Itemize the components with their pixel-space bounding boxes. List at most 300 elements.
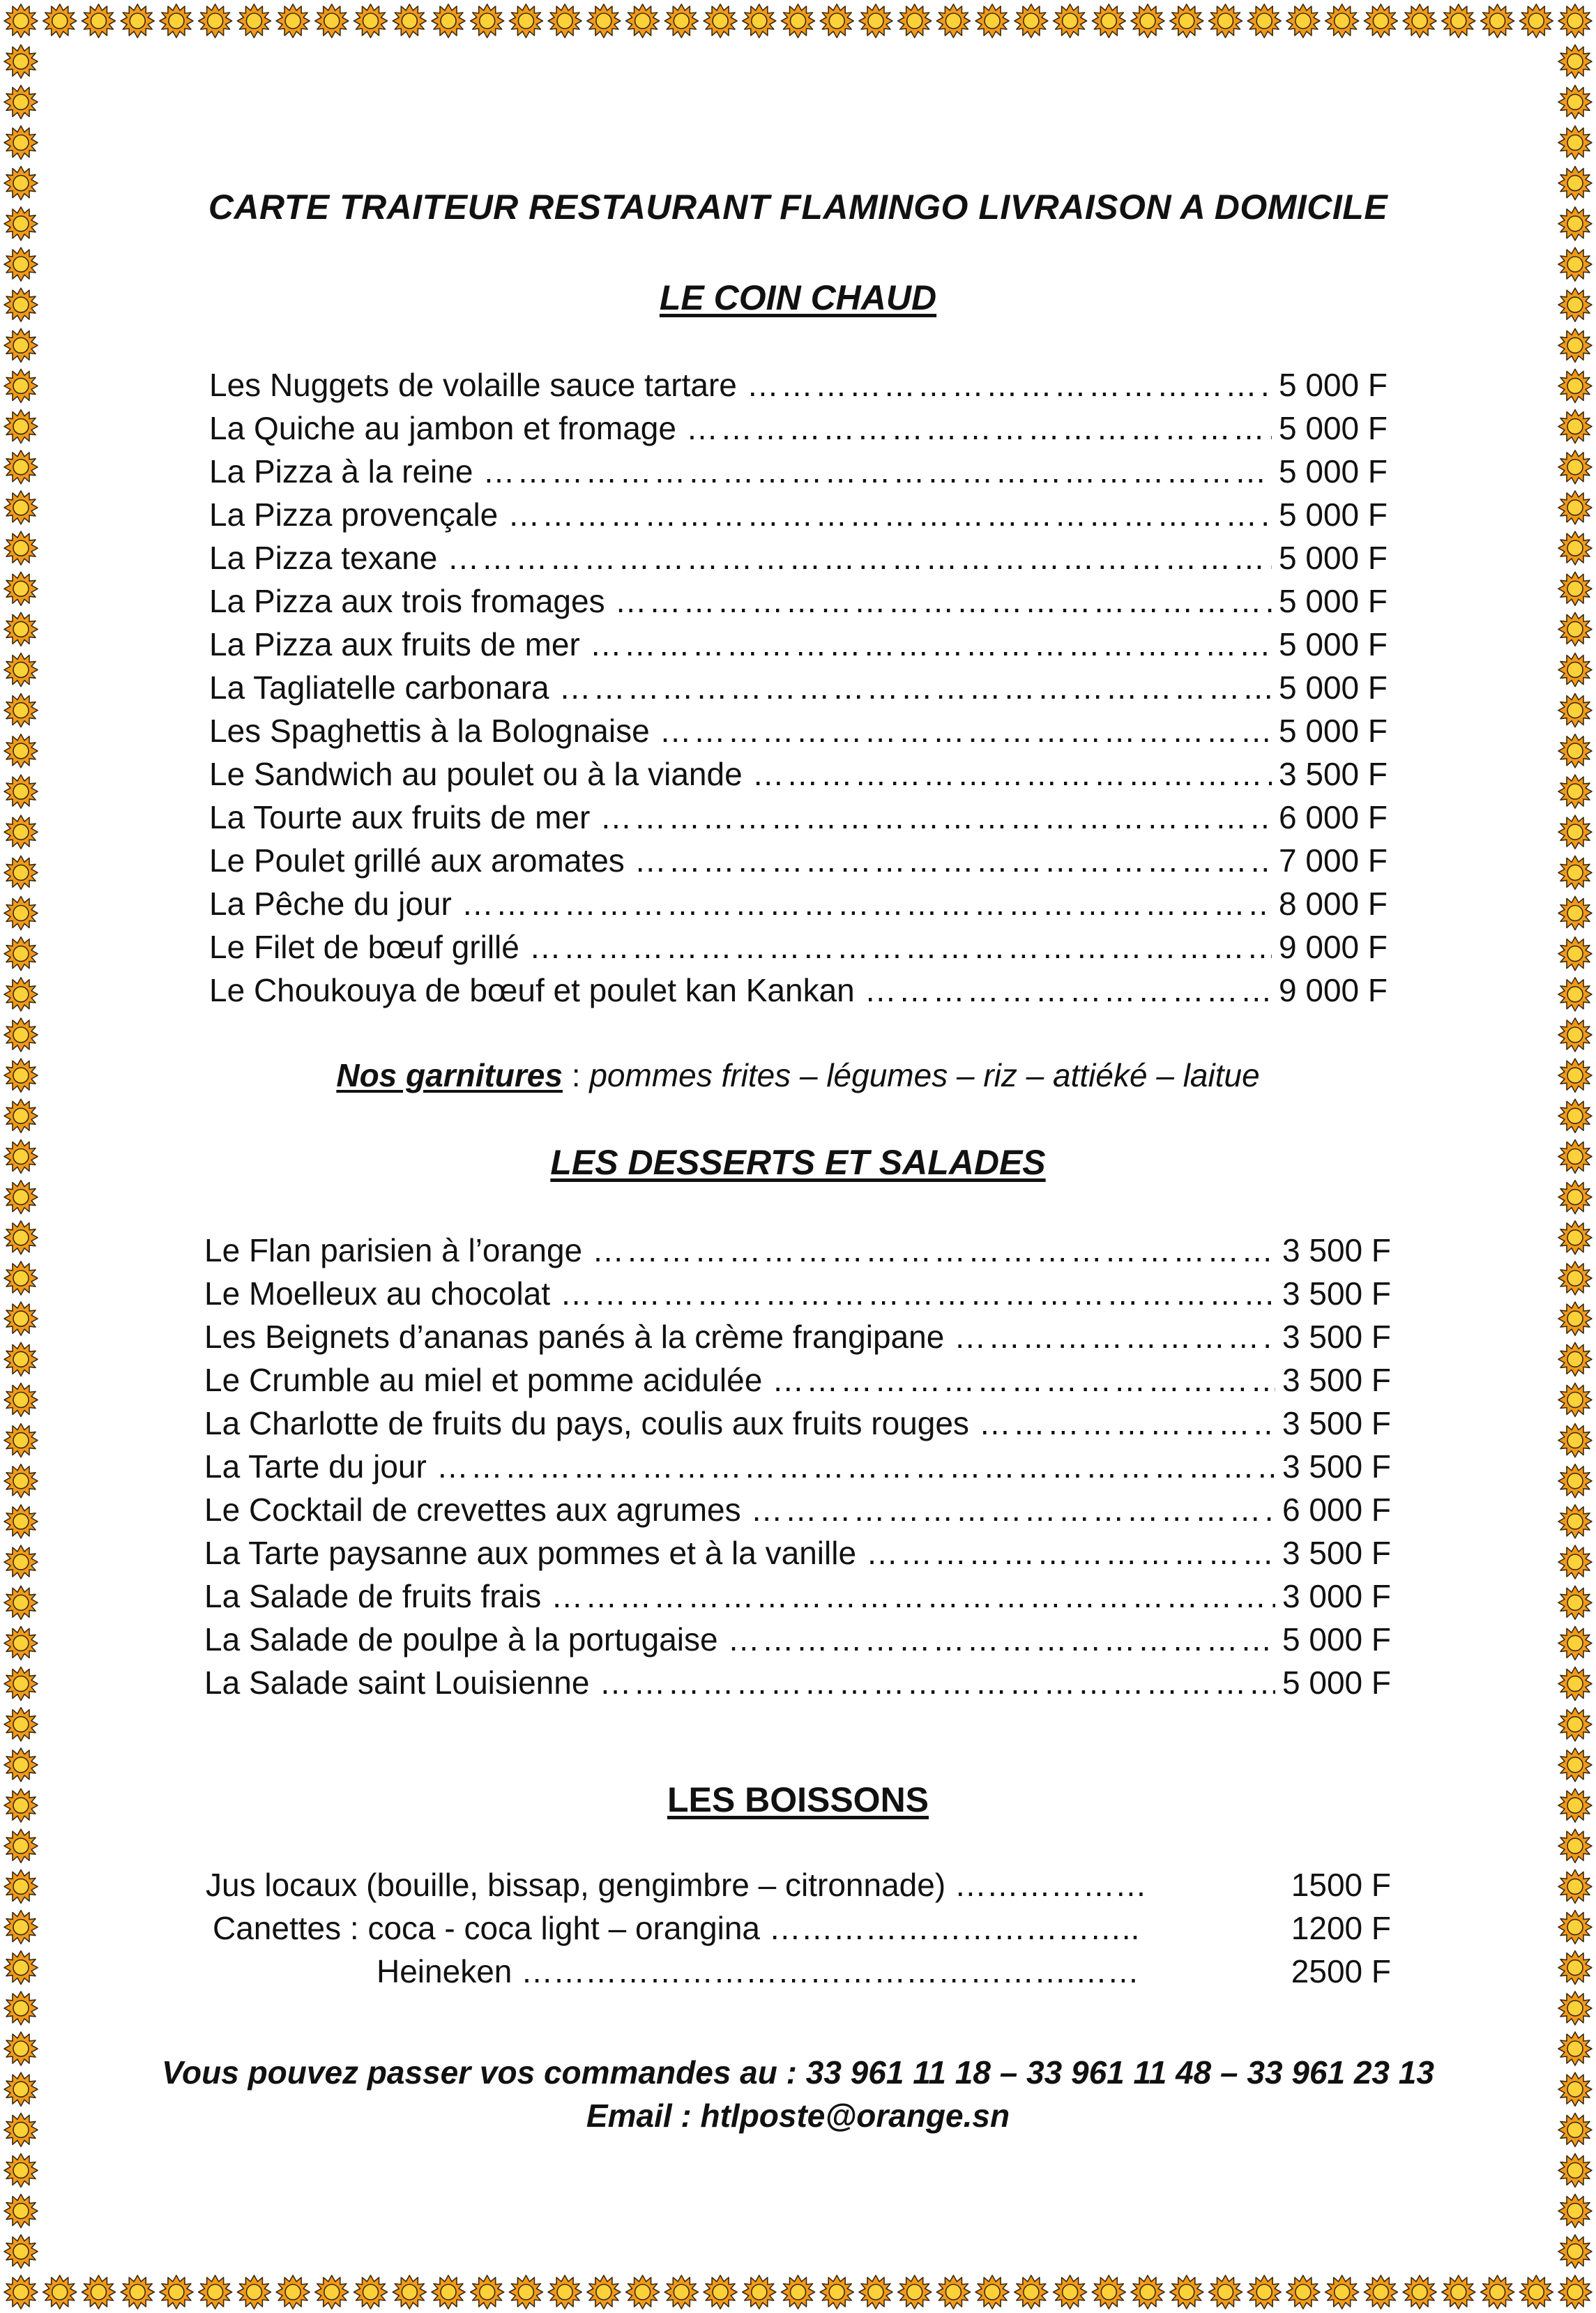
sun-icon <box>4 1383 38 1417</box>
sun-icon <box>4 450 38 484</box>
heading-boissons: LES BOISSONS <box>667 1780 929 1819</box>
sun-icon <box>664 2275 698 2309</box>
sun-icon <box>1558 1018 1592 1052</box>
sun-icon <box>1558 815 1592 849</box>
sun-icon <box>4 694 38 727</box>
sun-icon <box>548 2275 582 2309</box>
sun-icon <box>975 4 1009 38</box>
sun-icon <box>1054 2275 1087 2309</box>
footer-phones: Vous pouvez passer vos commandes au : 33 961 11 18 – 33 961 11 48 – 33 961 23 13 <box>162 2054 1434 2091</box>
sun-icon <box>354 2275 388 2309</box>
menu-item-leader <box>728 1618 1275 1661</box>
menu-item-price: 3 500 F <box>1282 1319 1391 1355</box>
menu-item-leader <box>865 969 1272 1012</box>
menu-item-name: La Salade saint Louisienne <box>204 1664 590 1701</box>
sun-icon <box>1558 1951 1592 1985</box>
sun-icon <box>509 2275 542 2309</box>
menu-item <box>209 407 1388 450</box>
sun-icon <box>1558 1626 1592 1660</box>
sun-icon <box>587 4 621 38</box>
sun-icon <box>4 4 38 38</box>
sun-icon <box>4 1911 38 1944</box>
menu-item-price: 6 000 F <box>1279 799 1388 835</box>
menu-item-price: 5 000 F <box>1282 1664 1391 1701</box>
sun-icon <box>4 856 38 889</box>
menu-item-leader <box>462 882 1272 925</box>
menu-item <box>204 1445 1391 1488</box>
sun-icon <box>1170 2275 1203 2309</box>
menu-item-price: 5 000 F <box>1279 669 1388 706</box>
menu-item-price: 5 000 F <box>1279 540 1388 576</box>
sun-icon <box>432 4 465 38</box>
sun-icon <box>1558 1342 1592 1376</box>
sun-icon <box>859 2275 892 2309</box>
menu-item-name: Le Flan parisien à l’orange <box>204 1232 583 1268</box>
sun-icon <box>1209 2275 1242 2309</box>
sun-icon <box>1558 1586 1592 1619</box>
sun-icon <box>820 2275 853 2309</box>
menu-item-price: 3 500 F <box>1282 1405 1391 1441</box>
menu-item-name: La Tarte paysanne aux pommes et à la vanille <box>204 1535 857 1571</box>
menu-item <box>209 623 1388 666</box>
sun-icon <box>1558 1505 1592 1538</box>
menu-item-leader <box>634 839 1272 882</box>
sun-icon <box>1558 531 1592 565</box>
sun-icon <box>199 4 232 38</box>
sun-icon <box>1558 1708 1592 1741</box>
sun-icon <box>1403 2275 1436 2309</box>
sun-icon <box>743 4 776 38</box>
sun-icon <box>1558 653 1592 687</box>
sun-icon <box>82 2275 115 2309</box>
menu-item-price: 3 500 F <box>1279 756 1388 792</box>
sun-icon <box>782 2275 815 2309</box>
menu-item-leader <box>592 1229 1275 1272</box>
sun-icon <box>1558 1181 1592 1214</box>
menu-item-leader <box>747 363 1272 407</box>
sun-icon <box>1558 126 1592 160</box>
sun-icon <box>4 1829 38 1863</box>
sun-icon <box>1558 1261 1592 1295</box>
sun-icon <box>1558 1667 1592 1701</box>
menu-item <box>204 1358 1391 1402</box>
menu-item-name: Le Choukouya de bœuf et poulet kan Kankan <box>209 972 855 1008</box>
menu-item-leader <box>751 1488 1275 1531</box>
sun-icon <box>4 126 38 160</box>
menu-list-boissons <box>206 1863 1391 1993</box>
sun-icon <box>1247 2275 1281 2309</box>
drink-item-text: Canettes : coca - coca light – orangina …………………………….. <box>213 1910 1140 1946</box>
sun-icon <box>4 2154 38 2187</box>
sun-icon <box>859 4 892 38</box>
sun-icon <box>4 734 38 768</box>
sun-icon <box>4 410 38 443</box>
sun-icon <box>4 1586 38 1619</box>
sun-icon <box>1054 4 1087 38</box>
menu-item-name: La Salade de poulpe à la portugaise <box>204 1621 718 1658</box>
menu-list-desserts <box>204 1229 1391 1704</box>
menu-item-name: La Pizza à la reine <box>209 453 473 490</box>
sun-icon <box>4 1181 38 1214</box>
sun-icon <box>121 4 154 38</box>
sun-icon <box>4 653 38 687</box>
menu-item-leader <box>599 1661 1275 1704</box>
sun-icon <box>276 4 310 38</box>
sun-icon <box>1558 1911 1592 1944</box>
menu-item-name: La Pêche du jour <box>209 886 452 922</box>
sun-icon <box>1558 612 1592 646</box>
sun-icon <box>1558 369 1592 402</box>
sun-icon <box>1170 4 1203 38</box>
menu-item-price: 8 000 F <box>1279 886 1388 922</box>
menu-item-price: 5 000 F <box>1279 496 1388 533</box>
menu-item-price: 5 000 F <box>1279 367 1388 403</box>
sun-icon <box>704 2275 737 2309</box>
drink-item <box>206 1950 1391 1993</box>
menu-item <box>209 882 1388 925</box>
sun-icon <box>4 491 38 524</box>
menu-item <box>204 1618 1391 1661</box>
menu-item-name: Le Cocktail de crevettes aux agrumes <box>204 1492 741 1528</box>
sun-icon <box>1558 897 1592 930</box>
sun-icon <box>1558 1221 1592 1254</box>
garnitures-line <box>0 1056 1596 1094</box>
sun-icon <box>4 897 38 930</box>
sun-icon <box>1481 2275 1514 2309</box>
menu-item-name: Le Poulet grillé aux aromates <box>209 842 625 879</box>
menu-item-leader <box>752 752 1272 796</box>
menu-item <box>209 450 1388 493</box>
sun-icon <box>4 1545 38 1579</box>
sun-icon <box>4 1099 38 1132</box>
sun-icon <box>1558 2235 1592 2268</box>
sun-icon <box>1558 2194 1592 2228</box>
sun-icon <box>4 1302 38 1335</box>
sun-icon <box>1558 1992 1592 2025</box>
menu-item-name: Le Moelleux au chocolat <box>204 1275 551 1312</box>
menu-item-leader <box>482 450 1272 493</box>
sun-icon <box>898 2275 932 2309</box>
menu-item-leader <box>660 709 1272 752</box>
menu-item-name: Le Sandwich au poulet ou à la viande <box>209 756 743 792</box>
sun-icon <box>1558 2275 1592 2309</box>
sun-icon <box>4 85 38 119</box>
sun-icon <box>1558 491 1592 524</box>
sun-icon <box>1558 937 1592 971</box>
sun-icon <box>121 2275 154 2309</box>
sun-icon <box>1519 4 1553 38</box>
sun-icon <box>1558 1302 1592 1335</box>
sun-icon <box>1558 2154 1592 2187</box>
sun-icon <box>1558 734 1592 768</box>
menu-item-leader <box>600 796 1272 839</box>
sun-icon <box>82 4 115 38</box>
sun-icon <box>1131 4 1164 38</box>
sun-icon <box>1092 2275 1125 2309</box>
sun-icon <box>160 4 193 38</box>
sun-icon <box>4 1261 38 1295</box>
sun-icon <box>1558 248 1592 281</box>
sun-icon <box>1558 410 1592 443</box>
sun-icon <box>936 4 970 38</box>
menu-item-name: Le Filet de bœuf grillé <box>209 929 519 965</box>
menu-item-leader <box>529 925 1272 969</box>
drink-item <box>206 1863 1391 1906</box>
sun-icon <box>315 2275 349 2309</box>
sun-icon <box>393 4 426 38</box>
menu-item <box>209 363 1388 407</box>
menu-item-price: 3 500 F <box>1282 1448 1391 1485</box>
sun-icon <box>4 1626 38 1660</box>
menu-item <box>209 709 1388 752</box>
menu-item-leader <box>559 666 1272 709</box>
menu-item-price: 7 000 F <box>1279 842 1388 879</box>
menu-item <box>204 1229 1391 1272</box>
menu-item <box>204 1488 1391 1531</box>
footer-email: Email : htlposte@orange.sn <box>586 2098 1010 2134</box>
menu-item-name: Les Nuggets de volaille sauce tartare <box>209 367 737 403</box>
menu-item-name: La Quiche au jambon et fromage <box>209 410 676 446</box>
menu-item-price: 3 500 F <box>1282 1232 1391 1268</box>
menu-item-price: 3 000 F <box>1282 1578 1391 1614</box>
menu-item-price: 9 000 F <box>1279 972 1388 1008</box>
menu-item-price: 5 000 F <box>1279 713 1388 749</box>
sun-icon <box>1209 4 1242 38</box>
menu-item-name: La Tarte du jour <box>204 1448 427 1485</box>
menu-item-price: 5 000 F <box>1279 583 1388 619</box>
menu-item <box>204 1272 1391 1315</box>
sun-icon <box>1558 572 1592 605</box>
sun-icon <box>1286 4 1320 38</box>
menu-item <box>204 1315 1391 1358</box>
garnitures-label: Nos garnitures <box>336 1057 563 1093</box>
menu-item <box>209 536 1388 579</box>
menu-item <box>209 579 1388 623</box>
sun-icon <box>1131 2275 1164 2309</box>
sun-icon <box>4 248 38 281</box>
garnitures-separator: : <box>562 1057 590 1093</box>
menu-item-name: La Tagliatelle carbonara <box>209 669 549 706</box>
sun-icon <box>4 1424 38 1457</box>
sun-icon <box>1558 450 1592 484</box>
menu-item-leader <box>772 1358 1275 1402</box>
sun-icon <box>160 2275 193 2309</box>
sun-icon <box>548 4 582 38</box>
sun-icon <box>43 2275 77 2309</box>
sun-icon <box>1364 2275 1397 2309</box>
menu-item <box>209 493 1388 536</box>
sun-icon <box>1442 4 1475 38</box>
menu-item-price: 9 000 F <box>1279 929 1388 965</box>
sun-icon <box>4 978 38 1011</box>
sun-icon <box>393 2275 426 2309</box>
sun-icon <box>1286 2275 1320 2309</box>
sun-icon <box>4 2275 38 2309</box>
sun-icon <box>4 775 38 808</box>
menu-item-leader <box>447 536 1272 579</box>
sun-icon <box>1558 978 1592 1011</box>
sun-icon <box>1014 4 1048 38</box>
menu-item-leader <box>560 1272 1275 1315</box>
drink-item <box>206 1906 1391 1950</box>
sun-icon <box>820 4 853 38</box>
menu-item-price: 5 000 F <box>1279 626 1388 662</box>
sun-icon <box>4 815 38 849</box>
sun-icon <box>1558 1424 1592 1457</box>
sun-icon <box>1558 856 1592 889</box>
menu-item-price: 3 500 F <box>1282 1362 1391 1398</box>
sun-icon <box>1558 1545 1592 1579</box>
page-title: CARTE TRAITEUR RESTAURANT FLAMINGO LIVRAISON A DOMICILE <box>208 188 1388 227</box>
menu-item-name: La Pizza aux fruits de mer <box>209 626 580 662</box>
menu-item-leader <box>979 1402 1275 1445</box>
heading-desserts: LES DESSERTS ET SALADES <box>550 1143 1046 1182</box>
menu-item-name: La Pizza texane <box>209 540 438 576</box>
sun-icon <box>237 2275 271 2309</box>
heading-coin-chaud: LE COIN CHAUD <box>659 278 937 317</box>
drink-item-price: 1500 F <box>1291 1867 1391 1903</box>
menu-item <box>204 1531 1391 1575</box>
sun-icon <box>4 937 38 971</box>
menu-item-leader <box>686 407 1272 450</box>
menu-item-name: La Charlotte de fruits du pays, coulis aux fruits rouges <box>204 1405 969 1441</box>
sun-icon <box>1558 1829 1592 1863</box>
sun-icon <box>4 1870 38 1903</box>
sun-icon <box>1558 85 1592 119</box>
menu-item-leader <box>590 623 1272 666</box>
menu-item <box>209 925 1388 969</box>
sun-icon <box>471 4 504 38</box>
menu-item-price: 3 500 F <box>1282 1275 1391 1312</box>
sun-icon <box>509 4 542 38</box>
sun-icon <box>743 2275 776 2309</box>
menu-item-leader <box>508 493 1272 536</box>
drink-item-price: 2500 F <box>1291 1953 1391 1989</box>
sun-icon <box>4 1464 38 1498</box>
sun-icon <box>4 1748 38 1782</box>
sun-icon <box>1014 2275 1048 2309</box>
menu-item-leader <box>551 1575 1275 1618</box>
sun-icon <box>1558 1383 1592 1417</box>
sun-icon <box>43 4 77 38</box>
menu-item <box>204 1661 1391 1704</box>
sun-icon <box>471 2275 504 2309</box>
menu-item <box>209 666 1388 709</box>
menu-item-price: 5 000 F <box>1279 453 1388 490</box>
sun-icon <box>1558 45 1592 78</box>
sun-icon <box>975 2275 1009 2309</box>
menu-item-name: La Tourte aux fruits de mer <box>209 799 591 835</box>
menu-item-leader <box>436 1445 1275 1488</box>
sun-icon <box>4 1708 38 1741</box>
sun-icon <box>782 4 815 38</box>
sun-icon <box>4 1992 38 2025</box>
menu-item <box>204 1402 1391 1445</box>
sun-icon <box>664 4 698 38</box>
sun-icon <box>1558 1870 1592 1903</box>
menu-item <box>204 1575 1391 1618</box>
sun-icon <box>626 2275 660 2309</box>
menu-item <box>209 839 1388 882</box>
menu-item-price: 6 000 F <box>1282 1492 1391 1528</box>
sun-icon <box>4 572 38 605</box>
sun-icon <box>1247 4 1281 38</box>
sun-icon <box>432 2275 465 2309</box>
sun-icon <box>4 1951 38 1985</box>
sun-icon <box>1481 4 1514 38</box>
drink-item-price: 1200 F <box>1291 1910 1391 1946</box>
drink-item-text: Heineken …………………………………………….…… <box>377 1953 1139 1989</box>
menu-item <box>209 969 1388 1012</box>
sun-icon <box>1092 4 1125 38</box>
menu-item-name: Le Crumble au miel et pomme acidulée <box>204 1362 763 1398</box>
menu-item-leader <box>866 1531 1275 1575</box>
sun-icon <box>315 4 349 38</box>
sun-icon <box>237 4 271 38</box>
menu-item-name: La Salade de fruits frais <box>204 1578 542 1614</box>
menu-item <box>209 752 1388 796</box>
sun-icon <box>199 2275 232 2309</box>
sun-icon <box>4 2194 38 2228</box>
sun-icon <box>626 4 660 38</box>
sun-icon <box>4 369 38 402</box>
menu-item-name: Les Spaghettis à la Bolognaise <box>209 713 650 749</box>
sun-icon <box>1442 2275 1475 2309</box>
sun-icon <box>1558 1099 1592 1132</box>
menu-item-leader <box>954 1315 1275 1358</box>
sun-icon <box>4 1018 38 1052</box>
garnitures-text: pommes frites – légumes – riz – attiéké – laitue <box>589 1057 1260 1093</box>
sun-icon <box>4 1667 38 1701</box>
menu-item-leader <box>615 579 1272 623</box>
menu-item-price: 5 000 F <box>1282 1621 1391 1658</box>
sun-icon <box>1558 4 1592 38</box>
sun-icon <box>1364 4 1397 38</box>
sun-icon <box>1558 775 1592 808</box>
sun-icon <box>1558 328 1592 362</box>
sun-icon <box>1403 4 1436 38</box>
menu-item-price: 5 000 F <box>1279 410 1388 446</box>
sun-icon <box>1558 1748 1592 1782</box>
sun-icon <box>1519 2275 1553 2309</box>
sun-icon <box>1558 1464 1592 1498</box>
drink-item-text: Jus locaux (bouille, bissap, gengimbre – citronnade) ……………… <box>206 1867 1147 1903</box>
sun-icon <box>1558 694 1592 727</box>
sun-icon <box>4 45 38 78</box>
sun-icon <box>276 2275 310 2309</box>
sun-icon <box>4 1221 38 1254</box>
sun-icon <box>4 328 38 362</box>
sun-icon <box>1325 4 1359 38</box>
sun-icon <box>4 1342 38 1376</box>
sun-icon <box>4 1505 38 1538</box>
menu-item-name: La Pizza aux trois fromages <box>209 583 605 619</box>
menu-item-name: Les Beignets d’ananas panés à la crème frangipane <box>204 1319 945 1355</box>
sun-icon <box>4 531 38 565</box>
sun-icon <box>898 4 932 38</box>
sun-icon <box>1325 2275 1359 2309</box>
sun-icon <box>587 2275 621 2309</box>
sun-icon <box>704 4 737 38</box>
menu-item <box>209 796 1388 839</box>
sun-icon <box>936 2275 970 2309</box>
sun-icon <box>354 4 388 38</box>
sun-icon <box>4 2235 38 2268</box>
sun-icon <box>4 612 38 646</box>
menu-item-name: La Pizza provençale <box>209 496 499 533</box>
menu-item-price: 3 500 F <box>1282 1535 1391 1571</box>
menu-list-coin-chaud <box>209 363 1388 1012</box>
